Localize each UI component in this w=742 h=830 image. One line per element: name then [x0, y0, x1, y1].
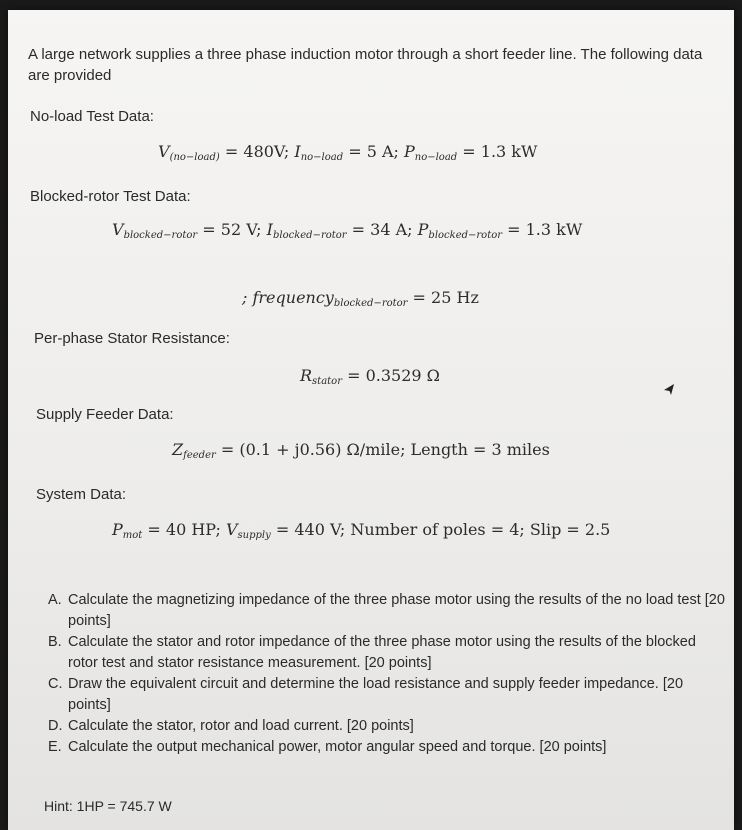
no-load-heading: No-load Test Data: [30, 108, 154, 125]
question-item: D. Calculate the stator, rotor and load current. [20 points] [48, 718, 414, 734]
system-data-heading: System Data: [36, 486, 127, 503]
stator-resistance-heading: Per-phase Stator Resistance: [34, 330, 230, 347]
question-list [48, 590, 728, 758]
question-item: A. Calculate the magnetizing impedance of the three phase motor using the results of the no load test [20 points] [48, 592, 725, 629]
blocked-rotor-frequency: ; frequency$_{blocked-rotor}$ = 25 Hz [242, 288, 479, 309]
question-item: E. Calculate the output mechanical power, motor angular speed and torque. [20 points] [48, 739, 607, 755]
blocked-rotor-heading: Blocked-rotor Test Data: [30, 188, 191, 205]
stator-resistance-equation: $R_{stator} = 0.3529$ Ω [300, 366, 440, 387]
no-load-equation: $V_{(no-load)} = 480V$; $I_{no-load} = 5$ A; $P_{no-load} = 1.3$ kW [158, 142, 538, 163]
blocked-rotor-equation: $V_{blocked-rotor} = 52$ V; $I_{blocked-rotor} = 34$ A; $P_{blocked-rotor} = 1.3$ kW [112, 220, 583, 241]
feeder-equation: $Z_{feeder} = (0.1 + j0.56)$ Ω/mile; Length = 3 miles [172, 440, 550, 461]
mouse-cursor-icon [662, 382, 676, 398]
document-page [8, 10, 734, 830]
problem-intro: A large network supplies a three phase induction motor through a short feeder line. The following data are provided [28, 46, 703, 84]
supply-feeder-heading: Supply Feeder Data: [36, 406, 174, 423]
question-item: C. Draw the equivalent circuit and determine the load resistance and supply feeder impedance. [20 points] [48, 676, 684, 713]
hint-text: Hint: 1HP = 745.7 W [44, 798, 172, 814]
system-equation: $P_{mot} = 40$ HP; $V_{supply} = 440$ V; Number of poles = 4; Slip = 2.5 [112, 520, 611, 541]
question-item: B. Calculate the stator and rotor impedance of the three phase motor using the results of the blocked rotor test and stator resistance measurement. [20 points] [48, 634, 696, 671]
